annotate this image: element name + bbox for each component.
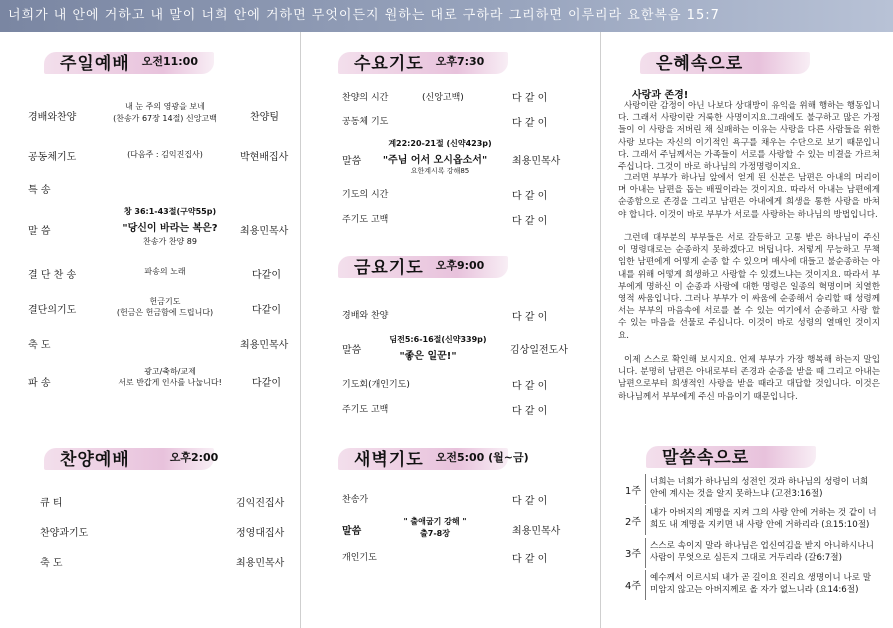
order-leader: 다같이: [252, 305, 281, 316]
article-paragraph: 그런데 대부분의 부부들은 서로 갈등하고 고통 받은 하나님이 주신 이 명령대로는 순종하지 못하겠다고 버팁니다. 저렇게 무능하고 무책임한 남편에게 어떻게 순종 할 수 있으며 매사에 대들고 불순종하는 아내를 위해 어떻게 희생하고 사랑할 수 있겠느냐는 것이지요. 따라서 부부에게 명하신 이 순종과 사랑에 대한 명령은 일종의 혁명이며 치열한 영적 싸움입니다. 그러나 부부가 이 싸움에 순종해서 승리할 때 성령께서는 부부의 마음속에 서로를 볼 수 있는 여기에서 순종하고 사랑 할 수 있는 마음을 선물로 주십니다. 이것이 바로 성령의 열매인 것이지요.: [618, 233, 880, 341]
order-detail: 딤전5:6-16절(신약339p): [389, 335, 487, 344]
memory-verse: 예수께서 이르시되 내가 곧 길이요 진리요 생명이니 나로 말미암지 않고는 아버지께로 올 자가 없느니라 (요14:6절): [650, 573, 872, 595]
week-bracket: [645, 474, 646, 504]
order-label: 결단의기도: [28, 305, 77, 316]
sermon-title: "당신이 바라는 복은?: [122, 223, 218, 234]
order-label: 말씀: [342, 345, 362, 356]
order-label: 찬송가: [342, 495, 369, 505]
word-header: [646, 440, 886, 470]
section-time: 오후7:30: [435, 55, 485, 68]
order-leader: 최용민목사: [512, 156, 561, 167]
order-label: 파 송: [28, 378, 51, 389]
order-label: 큐 티: [40, 498, 63, 509]
grace-header: [640, 46, 880, 76]
order-label: 축 도: [28, 340, 51, 351]
week-bracket: [645, 570, 646, 600]
order-leader: 다 같 이: [512, 312, 548, 323]
order-leader: 최용민목사: [240, 340, 289, 351]
section-title: 수요기도: [354, 53, 424, 74]
memory-verse: 내가 아버지의 계명을 지켜 그의 사랑 안에 거하는 것 같이 너희도 내 계명을 지키면 내 사랑 안에 거하리라 (요15:10절): [650, 508, 877, 530]
order-label: 말 씀: [28, 226, 51, 237]
week-bracket: [645, 538, 646, 568]
sermon-title: "좋은 일꾼!": [399, 351, 457, 362]
order-label: 공동체 기도: [342, 117, 389, 127]
week-bracket: [645, 505, 646, 535]
order-detail: 헌금기도: [149, 297, 181, 306]
order-leader: 김익진집사: [236, 498, 285, 509]
article-paragraph: 사랑이란 감정이 아닌 나보다 상대방이 유익을 위해 행하는 행동입니다. 그래서 사랑이란 거룩한 사명이지요.그래에도 불구하고 많은 가정들이 이 사랑을 저버린 채 실패하는 이유는 사랑을 다른 사람들을 위한 사랑 보다는 자신의 이기적인 욕구를 채우는 수단으로 보기 때문입니다. 그래서 주님께서는 가족들이 서로를 사랑할 수 있는 비결을 가르쳐 주십니다. 그것이 바로 하나님의 가정명령이지요.: [618, 101, 880, 173]
order-label: 경배와 찬양: [342, 311, 389, 321]
order-label: 기도의 시간: [342, 190, 389, 200]
order-label: 찬양의 시간: [342, 93, 389, 103]
section-time: 오전5:00 (월~금): [435, 451, 529, 464]
sermon-title: " 출애굽기 강해 ": [403, 517, 467, 526]
column-divider: [300, 32, 301, 628]
section-time: 오후9:00: [435, 259, 485, 272]
order-label: 결 단 찬 송: [28, 270, 77, 281]
scripture-banner: 너희가 내 안에 거하고 내 말이 너희 안에 거하면 무엇이든지 원하는 대로 구하라 그리하면 이루리라 요한복음 15:7: [0, 0, 893, 32]
week-label: 1주: [625, 486, 642, 497]
order-leader: 다같이: [252, 378, 281, 389]
order-leader: 다 같 이: [512, 406, 548, 417]
order-detail: 출7-8장: [420, 529, 450, 538]
section-title: 금요기도: [354, 257, 424, 278]
order-leader: 다같이: [252, 270, 281, 281]
sunday-service-header: [44, 46, 294, 76]
section-title: 찬양예배: [60, 449, 130, 470]
memory-verse: 스스로 속이지 말라 하나님은 업신여김을 받지 아니하시나니 사람이 무엇으로 심든지 그대로 거두리라 (갈6:7절): [650, 541, 874, 563]
order-leader: 다 같 이: [512, 191, 548, 202]
order-label: 주기도 고백: [342, 405, 389, 415]
order-detail: 파송의 노래: [144, 267, 186, 276]
order-leader: 다 같 이: [512, 381, 548, 392]
section-time: 오전11:00: [141, 55, 198, 68]
section-title: 새벽기도: [354, 449, 424, 470]
order-detail: 내 눈 주의 영광을 보네: [125, 102, 205, 111]
section-title: 은혜속으로: [656, 53, 744, 74]
order-detail: 요한계시록 강해85: [410, 167, 470, 175]
week-label: 3주: [625, 549, 642, 560]
order-leader: 다 같 이: [512, 93, 548, 104]
week-label: 2주: [625, 517, 642, 528]
wednesday-prayer-header: [338, 46, 588, 76]
order-detail: 광고/축하/교제: [144, 367, 196, 376]
memory-verse: 너희는 너희가 하나님의 성전인 것과 하나님의 성령이 너희 안에 계시는 것을 알지 못하느냐 (고전3:16절): [650, 477, 869, 499]
order-label: 개인기도: [342, 553, 377, 563]
order-detail: 창 36:1-43절(구약55p): [123, 207, 217, 216]
order-label: 특 송: [28, 185, 51, 196]
order-label: 기도회(개인기도): [342, 380, 410, 390]
order-leader: 정영대집사: [236, 528, 285, 539]
order-label: 말씀: [342, 156, 362, 167]
order-leader: 김상일전도사: [510, 345, 568, 356]
order-detail: (찬송가 67장 14절) 신앙고백: [113, 114, 217, 123]
order-label: 말씀: [342, 526, 362, 537]
order-leader: 최용민목사: [236, 558, 285, 569]
order-leader: 박현배집사: [240, 152, 289, 163]
order-leader: 다 같 이: [512, 216, 548, 227]
order-detail: (신앙고백): [422, 93, 464, 103]
sermon-title: "주님 어서 오시옵소서": [382, 155, 488, 166]
section-time: 오후2:00: [169, 451, 219, 464]
order-leader: 다 같 이: [512, 118, 548, 129]
order-detail: (헌금은 헌금함에 드립니다): [116, 308, 214, 317]
order-label: 주기도 고백: [342, 215, 389, 225]
order-leader: 다 같 이: [512, 554, 548, 565]
order-leader: 최용민목사: [512, 526, 561, 537]
order-label: 공동체기도: [28, 152, 77, 163]
dawn-prayer-header: [338, 442, 598, 472]
article-subtitle: 사랑과 존경!: [632, 90, 689, 101]
article-paragraph: 그러면 부부가 하나님 앞에서 얻게 된 신분은 남편은 아내의 머리이며 아내는 남편을 돕는 배필이라는 것이지요. 따라서 아내는 남편에게 순종함으로 존경을 그리고 남편은 아내에게 희생을 통한 사랑을 바쳐야 합니다. 이것이 바로 부부가 서로를 사랑하는 하나님의 방법입니다.: [618, 173, 880, 220]
order-leader: 최용민목사: [240, 226, 289, 237]
order-label: 축 도: [40, 558, 63, 569]
order-detail: 서로 반갑게 인사를 나눕니다!: [118, 378, 222, 387]
order-detail: 계22:20-21절 (신약423p): [388, 139, 492, 148]
order-leader: 찬양팀: [250, 112, 279, 123]
order-detail: (다음주 : 김익진집사): [127, 150, 203, 159]
week-label: 4주: [625, 581, 642, 592]
praise-service-header: [44, 442, 294, 472]
friday-prayer-header: [338, 250, 588, 280]
order-detail: 찬송가 찬양 89: [143, 237, 197, 246]
article-paragraph: 이제 스스로 확인해 보시지요. 언제 부부가 가장 행복해 하는지 말입니다. 분명히 남편은 아내로부터 존경과 순종을 받을 때 그리고 아내는 남편으로부터 희생적인 사랑을 받을 때라고 대답할 것입니다. 이것은 하나님께서 부부에게 주신 마음이기 때문입니다.: [618, 355, 880, 402]
column-divider: [600, 32, 601, 628]
section-title: 주일예배: [60, 53, 130, 74]
section-title: 말씀속으로: [662, 447, 750, 468]
order-label: 찬양과기도: [40, 528, 89, 539]
order-leader: 다 같 이: [512, 496, 548, 507]
order-label: 경배와찬양: [28, 112, 77, 123]
